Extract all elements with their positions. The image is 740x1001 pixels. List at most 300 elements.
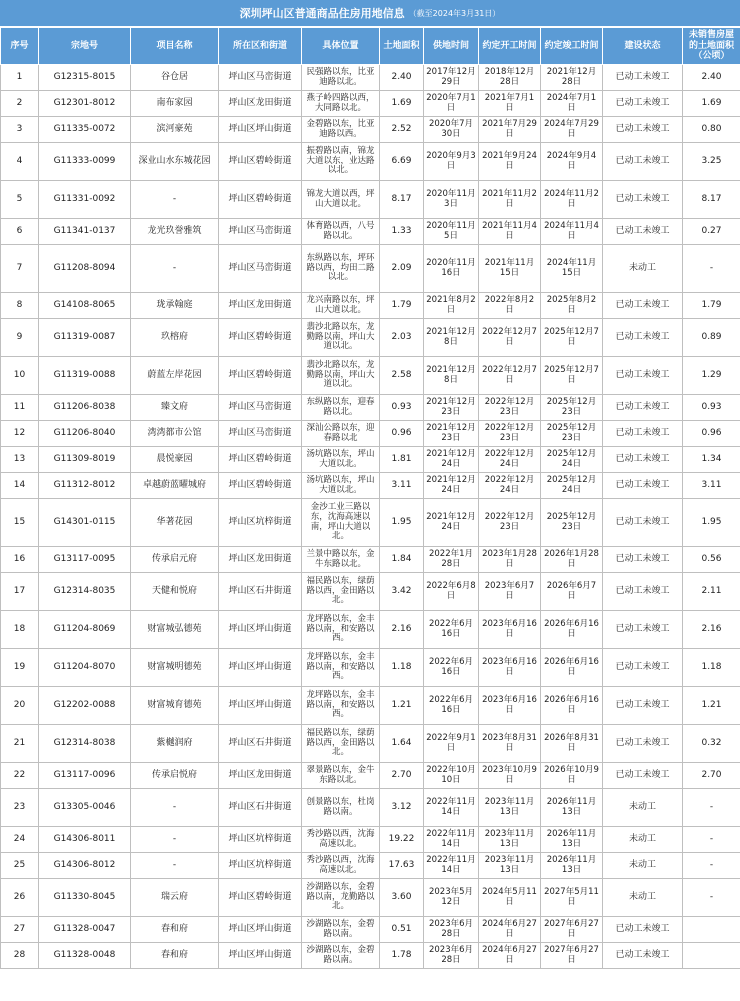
cell-district: 坪山区坪山街道: [219, 649, 302, 687]
cell-no: 12: [1, 421, 39, 447]
cell-name: 南布家园: [131, 91, 219, 117]
cell-start: 2023年6月16日: [479, 611, 541, 649]
cell-unsold: 1.29: [683, 357, 740, 395]
table-row: [1, 357, 740, 395]
cell-location: 金碧路以东，比亚迪路以西。: [302, 117, 380, 143]
col-header-complete: 约定竣工时间: [541, 28, 603, 65]
cell-no: 22: [1, 763, 39, 789]
cell-district: 坪山区石井街道: [219, 573, 302, 611]
cell-supply: 2021年12月24日: [424, 499, 479, 547]
cell-no: 21: [1, 725, 39, 763]
cell-status: 已动工未竣工: [603, 65, 683, 91]
cell-area: 2.58: [380, 357, 424, 395]
cell-complete: 2024年11月15日: [541, 245, 603, 293]
cell-location: 秀沙路以西，沈海高速以北。: [302, 827, 380, 853]
table-row: [1, 219, 740, 245]
cell-area: 3.42: [380, 573, 424, 611]
table-row: [1, 293, 740, 319]
cell-status: 已动工未竣工: [603, 573, 683, 611]
cell-district: 坪山区坑梓街道: [219, 827, 302, 853]
table-row: [1, 649, 740, 687]
cell-supply: 2021年8月2日: [424, 293, 479, 319]
cell-unsold: 1.34: [683, 447, 740, 473]
cell-supply: 2023年6月28日: [424, 943, 479, 969]
cell-start: 2024年5月11日: [479, 879, 541, 917]
cell-status: 未动工: [603, 827, 683, 853]
cell-no: 5: [1, 181, 39, 219]
table-row: [1, 827, 740, 853]
cell-name: 深业山水东城花园: [131, 143, 219, 181]
cell-complete: 2026年6月16日: [541, 687, 603, 725]
cell-start: 2018年12月28日: [479, 65, 541, 91]
cell-no: 2: [1, 91, 39, 117]
cell-complete: 2027年6月27日: [541, 917, 603, 943]
cell-start: 2023年6月16日: [479, 687, 541, 725]
col-header-start: 约定开工时间: [479, 28, 541, 65]
cell-area: 3.12: [380, 789, 424, 827]
cell-supply: 2020年11月5日: [424, 219, 479, 245]
cell-unsold: -: [683, 789, 740, 827]
cell-district: 坪山区碧岭街道: [219, 181, 302, 219]
cell-complete: 2025年8月2日: [541, 293, 603, 319]
cell-supply: 2020年11月16日: [424, 245, 479, 293]
cell-start: 2024年6月27日: [479, 943, 541, 969]
cell-start: 2021年11月2日: [479, 181, 541, 219]
cell-complete: 2025年12月23日: [541, 421, 603, 447]
cell-supply: 2023年5月12日: [424, 879, 479, 917]
cell-no: 19: [1, 649, 39, 687]
cell-location: 创景路以东，杜岗路以南。: [302, 789, 380, 827]
cell-supply: 2022年11月14日: [424, 853, 479, 879]
cell-area: 17.63: [380, 853, 424, 879]
cell-complete: 2026年6月16日: [541, 611, 603, 649]
cell-name: 臻文府: [131, 395, 219, 421]
col-header-no: 序号: [1, 28, 39, 65]
cell-parcel: G14306-8012: [39, 853, 131, 879]
cell-start: 2023年6月16日: [479, 649, 541, 687]
cell-unsold: 0.93: [683, 395, 740, 421]
cell-area: 3.60: [380, 879, 424, 917]
cell-name: 湾湾都市公馆: [131, 421, 219, 447]
cell-location: 体育路以西，八号路以北。: [302, 219, 380, 245]
cell-parcel: G12301-8012: [39, 91, 131, 117]
cell-supply: 2023年6月28日: [424, 917, 479, 943]
col-header-unsold: 未销售房屋的土地面积（公顷）: [683, 28, 740, 65]
land-table: [0, 27, 740, 969]
cell-parcel: G11204-8070: [39, 649, 131, 687]
cell-location: 沙湖路以东，金碧路以南，龙勤路以北。: [302, 879, 380, 917]
cell-start: 2023年10月9日: [479, 763, 541, 789]
cell-status: 未动工: [603, 245, 683, 293]
table-row: [1, 547, 740, 573]
cell-unsold: [683, 917, 740, 943]
cell-complete: 2026年11月13日: [541, 827, 603, 853]
cell-status: 已动工未竣工: [603, 319, 683, 357]
cell-name: 龙光玖誉雅筑: [131, 219, 219, 245]
cell-status: 已动工未竣工: [603, 181, 683, 219]
table-row: [1, 725, 740, 763]
cell-location: 东纵路以东，坪环路以西，均田二路以北。: [302, 245, 380, 293]
cell-no: 23: [1, 789, 39, 827]
table-row: [1, 573, 740, 611]
cell-start: 2023年6月7日: [479, 573, 541, 611]
cell-district: 坪山区马峦街道: [219, 421, 302, 447]
cell-parcel: G14108-8065: [39, 293, 131, 319]
cell-supply: 2017年12月29日: [424, 65, 479, 91]
cell-supply: 2022年11月14日: [424, 789, 479, 827]
cell-location: 福民路以东，绿荫路以西，金田路以北。: [302, 725, 380, 763]
cell-supply: 2022年1月28日: [424, 547, 479, 573]
cell-complete: 2024年7月29日: [541, 117, 603, 143]
cell-unsold: 1.18: [683, 649, 740, 687]
cell-supply: 2020年9月3日: [424, 143, 479, 181]
cell-district: 坪山区龙田街道: [219, 91, 302, 117]
cell-district: 坪山区碧岭街道: [219, 143, 302, 181]
cell-complete: 2026年1月28日: [541, 547, 603, 573]
title-date: （截至2024年3月31日）: [408, 8, 501, 18]
cell-status: 已动工未竣工: [603, 943, 683, 969]
cell-unsold: 0.96: [683, 421, 740, 447]
cell-status: 已动工未竣工: [603, 293, 683, 319]
cell-parcel: G11319-0088: [39, 357, 131, 395]
cell-unsold: -: [683, 245, 740, 293]
cell-start: 2021年11月4日: [479, 219, 541, 245]
cell-parcel: G11330-8045: [39, 879, 131, 917]
cell-no: 9: [1, 319, 39, 357]
cell-area: 1.69: [380, 91, 424, 117]
cell-no: 28: [1, 943, 39, 969]
cell-name: 谷仓居: [131, 65, 219, 91]
table-row: [1, 473, 740, 499]
cell-name: 晨悦豪园: [131, 447, 219, 473]
cell-complete: 2025年12月7日: [541, 357, 603, 395]
cell-parcel: G11333-0099: [39, 143, 131, 181]
cell-unsold: 2.70: [683, 763, 740, 789]
cell-no: 18: [1, 611, 39, 649]
cell-no: 17: [1, 573, 39, 611]
cell-supply: 2021年12月23日: [424, 421, 479, 447]
cell-name: 财富城育德苑: [131, 687, 219, 725]
cell-area: 1.81: [380, 447, 424, 473]
cell-start: 2022年8月2日: [479, 293, 541, 319]
cell-complete: 2027年5月11日: [541, 879, 603, 917]
cell-complete: 2026年11月13日: [541, 853, 603, 879]
cell-district: 坪山区坪山街道: [219, 917, 302, 943]
cell-no: 4: [1, 143, 39, 181]
cell-name: 财富城明德苑: [131, 649, 219, 687]
cell-location: 翡沙北路以东，龙勤路以南，坪山大道以北。: [302, 319, 380, 357]
cell-name: 传承启元府: [131, 547, 219, 573]
cell-name: 春和府: [131, 943, 219, 969]
cell-supply: 2021年12月23日: [424, 395, 479, 421]
cell-start: 2023年8月31日: [479, 725, 541, 763]
cell-parcel: G12314-8038: [39, 725, 131, 763]
cell-no: 15: [1, 499, 39, 547]
cell-start: 2022年12月23日: [479, 499, 541, 547]
table-row: [1, 91, 740, 117]
cell-unsold: 0.89: [683, 319, 740, 357]
cell-location: 翠景路以东，金牛东路以北。: [302, 763, 380, 789]
cell-parcel: G11331-0092: [39, 181, 131, 219]
cell-area: 2.16: [380, 611, 424, 649]
table-row: [1, 181, 740, 219]
cell-no: 10: [1, 357, 39, 395]
cell-parcel: G11309-8019: [39, 447, 131, 473]
cell-location: 龙坪路以东，金丰路以南，和安路以西。: [302, 611, 380, 649]
cell-complete: 2026年8月31日: [541, 725, 603, 763]
cell-district: 坪山区马峦街道: [219, 245, 302, 293]
cell-no: 20: [1, 687, 39, 725]
cell-area: 1.64: [380, 725, 424, 763]
cell-area: 1.84: [380, 547, 424, 573]
cell-no: 14: [1, 473, 39, 499]
cell-complete: 2026年6月16日: [541, 649, 603, 687]
cell-area: 2.52: [380, 117, 424, 143]
cell-parcel: G11206-8040: [39, 421, 131, 447]
cell-supply: 2022年6月16日: [424, 611, 479, 649]
cell-location: 福民路以东，绿荫路以西，金田路以北。: [302, 573, 380, 611]
cell-name: 瑞云府: [131, 879, 219, 917]
cell-no: 25: [1, 853, 39, 879]
cell-complete: 2024年7月1日: [541, 91, 603, 117]
cell-start: 2022年12月24日: [479, 473, 541, 499]
cell-unsold: 3.25: [683, 143, 740, 181]
cell-name: 紫樾润府: [131, 725, 219, 763]
cell-start: 2023年11月13日: [479, 853, 541, 879]
cell-start: 2021年7月29日: [479, 117, 541, 143]
cell-complete: 2027年6月27日: [541, 943, 603, 969]
cell-complete: 2024年11月4日: [541, 219, 603, 245]
cell-status: 已动工未竣工: [603, 687, 683, 725]
cell-location: 龙坪路以东，金丰路以南，和安路以西。: [302, 687, 380, 725]
cell-name: 蔚蓝左岸花园: [131, 357, 219, 395]
cell-area: 1.33: [380, 219, 424, 245]
cell-supply: 2021年12月8日: [424, 357, 479, 395]
cell-district: 坪山区坑梓街道: [219, 853, 302, 879]
cell-parcel: G11341-0137: [39, 219, 131, 245]
cell-district: 坪山区坪山街道: [219, 687, 302, 725]
cell-unsold: 2.40: [683, 65, 740, 91]
cell-parcel: G13117-0096: [39, 763, 131, 789]
cell-district: 坪山区龙田街道: [219, 763, 302, 789]
cell-parcel: G11206-8038: [39, 395, 131, 421]
cell-unsold: 8.17: [683, 181, 740, 219]
cell-parcel: G13117-0095: [39, 547, 131, 573]
table-row: [1, 789, 740, 827]
table-row: [1, 499, 740, 547]
col-header-name: 项目名称: [131, 28, 219, 65]
cell-no: 26: [1, 879, 39, 917]
table-row: [1, 447, 740, 473]
cell-parcel: G11319-0087: [39, 319, 131, 357]
cell-complete: 2025年12月23日: [541, 395, 603, 421]
table-row: [1, 611, 740, 649]
table-row: [1, 245, 740, 293]
cell-supply: 2022年11月14日: [424, 827, 479, 853]
cell-location: 兰景中路以东，金牛东路以北。: [302, 547, 380, 573]
cell-unsold: 1.95: [683, 499, 740, 547]
table-row: [1, 143, 740, 181]
cell-unsold: 2.16: [683, 611, 740, 649]
cell-complete: 2026年10月9日: [541, 763, 603, 789]
cell-complete: 2025年12月23日: [541, 499, 603, 547]
cell-status: 已动工未竣工: [603, 395, 683, 421]
cell-area: 1.21: [380, 687, 424, 725]
cell-district: 坪山区碧岭街道: [219, 447, 302, 473]
cell-unsold: 0.80: [683, 117, 740, 143]
cell-district: 坪山区碧岭街道: [219, 473, 302, 499]
cell-no: 6: [1, 219, 39, 245]
col-header-location: 具体位置: [302, 28, 380, 65]
cell-location: 汤坑路以东，坪山大道以北。: [302, 447, 380, 473]
cell-start: 2023年11月13日: [479, 827, 541, 853]
col-header-district: 所在区和街道: [219, 28, 302, 65]
cell-status: 已动工未竣工: [603, 447, 683, 473]
cell-area: 3.11: [380, 473, 424, 499]
cell-area: 0.93: [380, 395, 424, 421]
cell-start: 2021年9月24日: [479, 143, 541, 181]
cell-unsold: 0.27: [683, 219, 740, 245]
cell-name: -: [131, 853, 219, 879]
cell-district: 坪山区石井街道: [219, 789, 302, 827]
cell-parcel: G12315-8015: [39, 65, 131, 91]
cell-start: 2022年12月24日: [479, 447, 541, 473]
cell-status: 未动工: [603, 789, 683, 827]
cell-supply: 2020年11月3日: [424, 181, 479, 219]
cell-name: 华著花园: [131, 499, 219, 547]
cell-unsold: 1.69: [683, 91, 740, 117]
cell-status: 未动工: [603, 853, 683, 879]
cell-name: -: [131, 827, 219, 853]
table-row: [1, 879, 740, 917]
table-title: [0, 0, 740, 27]
cell-supply: 2020年7月30日: [424, 117, 479, 143]
cell-start: 2022年12月7日: [479, 357, 541, 395]
cell-district: 坪山区石井街道: [219, 725, 302, 763]
cell-status: 已动工未竣工: [603, 725, 683, 763]
cell-no: 24: [1, 827, 39, 853]
cell-parcel: G11204-8069: [39, 611, 131, 649]
cell-status: 未动工: [603, 879, 683, 917]
cell-area: 0.51: [380, 917, 424, 943]
cell-unsold: -: [683, 827, 740, 853]
col-header-supply: 供地时间: [424, 28, 479, 65]
cell-location: 振碧路以南，锦龙大道以东，业达路以北。: [302, 143, 380, 181]
table-row: [1, 117, 740, 143]
table-row: [1, 687, 740, 725]
cell-district: 坪山区马峦街道: [219, 395, 302, 421]
cell-supply: 2022年9月1日: [424, 725, 479, 763]
cell-parcel: G11208-8094: [39, 245, 131, 293]
table-body: [1, 65, 740, 969]
cell-location: 深汕公路以东，迎春路以北: [302, 421, 380, 447]
cell-district: 坪山区坪山街道: [219, 611, 302, 649]
cell-location: 燕子岭四路以西，大同路以北。: [302, 91, 380, 117]
cell-start: 2024年6月27日: [479, 917, 541, 943]
cell-area: 19.22: [380, 827, 424, 853]
cell-status: 已动工未竣工: [603, 917, 683, 943]
table-row: [1, 853, 740, 879]
cell-no: 7: [1, 245, 39, 293]
col-header-status: 建设状态: [603, 28, 683, 65]
cell-complete: 2024年9月4日: [541, 143, 603, 181]
cell-parcel: G13305-0046: [39, 789, 131, 827]
cell-supply: 2022年6月8日: [424, 573, 479, 611]
cell-no: 8: [1, 293, 39, 319]
cell-parcel: G11335-0072: [39, 117, 131, 143]
table-row: [1, 943, 740, 969]
cell-district: 坪山区碧岭街道: [219, 319, 302, 357]
cell-status: 已动工未竣工: [603, 117, 683, 143]
cell-status: 已动工未竣工: [603, 219, 683, 245]
col-header-area: 土地面积: [380, 28, 424, 65]
cell-status: 已动工未竣工: [603, 143, 683, 181]
cell-name: -: [131, 181, 219, 219]
cell-start: 2023年1月28日: [479, 547, 541, 573]
cell-district: 坪山区马峦街道: [219, 219, 302, 245]
cell-name: 财富城弘德苑: [131, 611, 219, 649]
cell-supply: 2021年12月24日: [424, 447, 479, 473]
cell-start: 2022年12月23日: [479, 395, 541, 421]
cell-name: 滨河豪苑: [131, 117, 219, 143]
cell-status: 已动工未竣工: [603, 357, 683, 395]
cell-complete: 2025年12月24日: [541, 447, 603, 473]
cell-location: 沙湖路以东，金碧路以南。: [302, 917, 380, 943]
cell-status: 已动工未竣工: [603, 547, 683, 573]
cell-supply: 2022年6月16日: [424, 687, 479, 725]
cell-status: 已动工未竣工: [603, 763, 683, 789]
cell-unsold: 0.56: [683, 547, 740, 573]
cell-name: 春和府: [131, 917, 219, 943]
cell-complete: 2021年12月28日: [541, 65, 603, 91]
cell-district: 坪山区碧岭街道: [219, 879, 302, 917]
cell-status: 已动工未竣工: [603, 611, 683, 649]
table-row: [1, 421, 740, 447]
cell-area: 8.17: [380, 181, 424, 219]
cell-parcel: G14301-0115: [39, 499, 131, 547]
cell-name: -: [131, 789, 219, 827]
cell-location: 龙兴南路以东，坪山大道以北。: [302, 293, 380, 319]
cell-name: 卓越蔚蓝曜城府: [131, 473, 219, 499]
cell-unsold: [683, 943, 740, 969]
cell-location: 翡沙北路以东，龙勤路以南，坪山大道以北。: [302, 357, 380, 395]
cell-unsold: -: [683, 853, 740, 879]
cell-area: 2.70: [380, 763, 424, 789]
cell-area: 1.18: [380, 649, 424, 687]
cell-parcel: G11312-8012: [39, 473, 131, 499]
cell-area: 0.96: [380, 421, 424, 447]
cell-parcel: G12314-8035: [39, 573, 131, 611]
cell-name: 传承启悦府: [131, 763, 219, 789]
cell-no: 27: [1, 917, 39, 943]
cell-status: 已动工未竣工: [603, 421, 683, 447]
cell-parcel: G12202-0088: [39, 687, 131, 725]
table-row: [1, 319, 740, 357]
cell-unsold: 0.32: [683, 725, 740, 763]
cell-district: 坪山区马峦街道: [219, 65, 302, 91]
cell-start: 2021年7月1日: [479, 91, 541, 117]
cell-district: 坪山区龙田街道: [219, 293, 302, 319]
cell-location: 金沙工业三路以东，沈海高速以南，坪山大道以北。: [302, 499, 380, 547]
cell-name: 珑承翰庭: [131, 293, 219, 319]
cell-area: 1.79: [380, 293, 424, 319]
cell-district: 坪山区龙田街道: [219, 547, 302, 573]
cell-name: 玖榕府: [131, 319, 219, 357]
cell-district: 坪山区碧岭街道: [219, 357, 302, 395]
cell-supply: 2022年6月16日: [424, 649, 479, 687]
cell-complete: 2025年12月24日: [541, 473, 603, 499]
cell-status: 已动工未竣工: [603, 91, 683, 117]
